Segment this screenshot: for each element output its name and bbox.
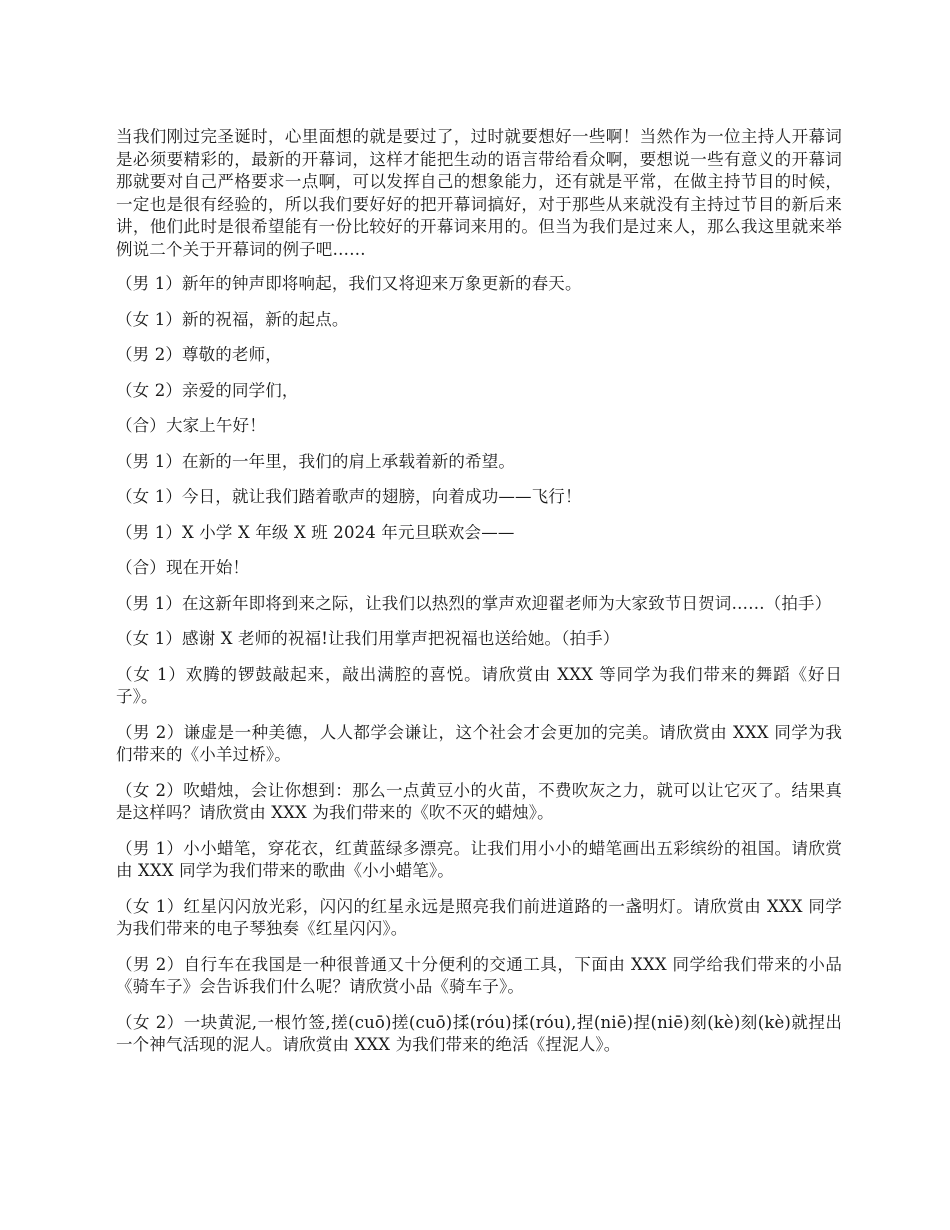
script-line: （女 1）今日，就让我们踏着歌声的翅膀，向着成功——飞行！ [116,487,582,506]
script-line: （男 1）在这新年即将到来之际，让我们以热烈的掌声欢迎翟老师为大家致节日贺词……（拍手） [116,593,832,613]
script-line: （男 1）在新的一年里，我们的肩上承载着新的希望。 [116,451,515,471]
script-line: （女 1）新的祝福，新的起点。 [116,309,349,329]
script-line: （男 1）小小蜡笔，穿花衣，红黄蓝绿多漂亮。让我们用小小的蜡笔画出五彩缤纷的祖国。请欣赏由 XXX 同学为我们带来的歌曲《小小蜡笔》。 [116,838,842,880]
script-line: （女 2）吹蜡烛，会让你想到：那么一点黄豆小的火苗，不费吹灰之力，就可以让它灭了。结果真是这样吗？请欣赏由 XXX 为我们带来的《吹不灭的蜡烛》。 [116,780,842,822]
script-line: （男 2）尊敬的老师， [116,345,282,364]
script-line: （女 1）感谢 X 老师的祝福!让我们用掌声把祝福也送给她。（拍手） [116,629,620,648]
script-line: （女 1）红星闪闪放光彩，闪闪的红星永远是照亮我们前进道路的一盏明灯。请欣赏由 XXX 同学为我们带来的电子琴独奏《红星闪闪》。 [116,896,842,938]
script-line: （女 1）欢腾的锣鼓敲起来，敲出满腔的喜悦。请欣赏由 XXX 等同学为我们带来的舞蹈《好日子》。 [116,664,842,706]
script-line: （男 2）自行车在我国是一种很普通又十分便利的交通工具，下面由 XXX 同学给我们带来的小品《骑车子》会告诉我们什么呢？请欣赏小品《骑车子》。 [116,954,842,996]
script-line: （男 2）谦虚是一种美德，人人都学会谦让，这个社会才会更加的完美。请欣赏由 XXX 同学为我们带来的《小羊过桥》。 [116,722,842,764]
script-line: （合）大家上午好！ [116,416,266,435]
script-line: （合）现在开始！ [116,558,250,577]
script-line: （男 1）X 小学 X 年级 X 班 2024 年元旦联欢会—— [116,522,515,542]
intro-paragraph: 当我们刚过完圣诞时，心里面想的就是要过了，过时就要想好一些啊！当然作为一位主持人开幕词是必须要精彩的，最新的开幕词，这样才能把生动的语言带给看众啊，要想说一些有意义的开幕词那就要对自己严格要求一点啊，可以发挥自己的想象能力，还有就是平常，在做主持节目的时候，一定也是很有经验的，所以我们要好好的把开幕词搞好，对于那些从来就没有主持过节目的新后来讲，他们此时是很希望能有一份比较好的开幕词来用的。但当为我们是过来人，那么我这里就来举例说二个关于开幕词的例子吧…… [116,127,842,259]
script-line: （男 1）新年的钟声即将响起，我们又将迎来万象更新的春天。 [116,274,582,293]
document-body [116,126,842,1070]
script-line: （女 2）一块黄泥,一根竹签,搓(cuō)搓(cuō)揉(róu)揉(róu),捏(niē)捏(niē)刻(kè)刻(kè)就捏出一个神气活现的泥人。请欣赏由 XXX 为我们带来的绝活《捏泥人》。 [116,1012,842,1054]
script-line: （女 2）亲爱的同学们， [116,380,299,400]
